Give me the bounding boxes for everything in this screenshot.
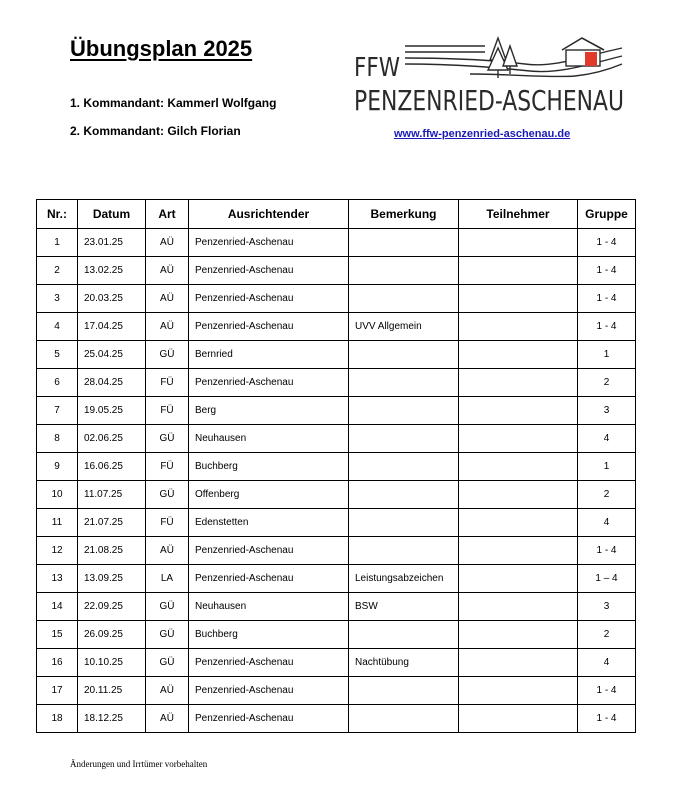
- table-row: [37, 677, 636, 705]
- cell-nr: 14: [37, 593, 78, 621]
- cell-nr: 2: [37, 257, 78, 285]
- cell-art: GÜ: [146, 649, 189, 677]
- cell-gruppe: 1 - 4: [578, 257, 636, 285]
- table-row: [37, 481, 636, 509]
- cell-nr: 12: [37, 537, 78, 565]
- column-header-bemerkung: Bemerkung: [349, 200, 459, 229]
- cell-art: AÜ: [146, 705, 189, 733]
- cell-gruppe: 1: [578, 341, 636, 369]
- cell-art: AÜ: [146, 677, 189, 705]
- cell-datum: 25.04.25: [78, 341, 146, 369]
- page-title: Übungsplan 2025: [70, 36, 253, 61]
- cell-teilnehmer: [459, 537, 578, 565]
- cell-gruppe: 1 - 4: [578, 537, 636, 565]
- cell-ausrichtender: Penzenried-Aschenau: [189, 677, 349, 705]
- cell-datum: 13.02.25: [78, 257, 146, 285]
- cell-nr: 13: [37, 565, 78, 593]
- cell-gruppe: 1 – 4: [578, 565, 636, 593]
- cell-nr: 5: [37, 341, 78, 369]
- table-row: [37, 397, 636, 425]
- cell-art: AÜ: [146, 537, 189, 565]
- cell-datum: 23.01.25: [78, 229, 146, 257]
- cell-bemerkung: Nachtübung: [349, 649, 459, 677]
- cell-bemerkung: [349, 369, 459, 397]
- cell-art: AÜ: [146, 257, 189, 285]
- cell-nr: 1: [37, 229, 78, 257]
- website-link[interactable]: www.ffw-penzenried-aschenau.de: [394, 128, 571, 140]
- cell-gruppe: 1 - 4: [578, 229, 636, 257]
- cell-teilnehmer: [459, 677, 578, 705]
- cell-teilnehmer: [459, 481, 578, 509]
- table-row: [37, 565, 636, 593]
- column-header-ausrichtender: Ausrichtender: [189, 200, 349, 229]
- ffw-logo: [350, 34, 630, 116]
- cell-nr: 11: [37, 509, 78, 537]
- cell-ausrichtender: Buchberg: [189, 621, 349, 649]
- table-row: [37, 285, 636, 313]
- cell-gruppe: 1 - 4: [578, 677, 636, 705]
- cell-teilnehmer: [459, 425, 578, 453]
- cell-bemerkung: [349, 453, 459, 481]
- logo-line1: FFW: [354, 53, 400, 83]
- cell-gruppe: 2: [578, 481, 636, 509]
- cell-ausrichtender: Bernried: [189, 341, 349, 369]
- cell-datum: 28.04.25: [78, 369, 146, 397]
- cell-bemerkung: [349, 677, 459, 705]
- table-row: [37, 537, 636, 565]
- cell-ausrichtender: Penzenried-Aschenau: [189, 537, 349, 565]
- cell-bemerkung: [349, 257, 459, 285]
- logo-line2: PENZENRIED-ASCHENAU: [354, 84, 624, 117]
- cell-nr: 4: [37, 313, 78, 341]
- cell-bemerkung: [349, 705, 459, 733]
- cell-gruppe: 4: [578, 509, 636, 537]
- cell-teilnehmer: [459, 369, 578, 397]
- cell-bemerkung: [349, 341, 459, 369]
- cell-ausrichtender: Berg: [189, 397, 349, 425]
- cell-bemerkung: [349, 397, 459, 425]
- cell-art: AÜ: [146, 285, 189, 313]
- cell-art: LA: [146, 565, 189, 593]
- cell-datum: 02.06.25: [78, 425, 146, 453]
- cell-bemerkung: [349, 481, 459, 509]
- column-header-gruppe: Gruppe: [578, 200, 636, 229]
- table-header-row: [37, 200, 636, 229]
- cell-ausrichtender: Penzenried-Aschenau: [189, 705, 349, 733]
- table-row: [37, 453, 636, 481]
- cell-teilnehmer: [459, 705, 578, 733]
- cell-bemerkung: [349, 537, 459, 565]
- column-header-nr: Nr.:: [37, 200, 78, 229]
- cell-datum: 16.06.25: [78, 453, 146, 481]
- cell-gruppe: 2: [578, 621, 636, 649]
- cell-gruppe: 1 - 4: [578, 313, 636, 341]
- cell-ausrichtender: Penzenried-Aschenau: [189, 313, 349, 341]
- cell-bemerkung: [349, 285, 459, 313]
- table-body: [37, 229, 636, 733]
- cell-nr: 10: [37, 481, 78, 509]
- table-row: [37, 593, 636, 621]
- cell-datum: 21.07.25: [78, 509, 146, 537]
- cell-bemerkung: Leistungsabzeichen: [349, 565, 459, 593]
- column-header-teilnehmer: Teilnehmer: [459, 200, 578, 229]
- column-header-art: Art: [146, 200, 189, 229]
- cell-nr: 18: [37, 705, 78, 733]
- cell-nr: 9: [37, 453, 78, 481]
- cell-bemerkung: BSW: [349, 593, 459, 621]
- cell-art: GÜ: [146, 481, 189, 509]
- table-row: [37, 621, 636, 649]
- cell-gruppe: 2: [578, 369, 636, 397]
- cell-ausrichtender: Penzenried-Aschenau: [189, 649, 349, 677]
- cell-nr: 7: [37, 397, 78, 425]
- cell-nr: 3: [37, 285, 78, 313]
- cell-teilnehmer: [459, 229, 578, 257]
- cell-teilnehmer: [459, 565, 578, 593]
- cell-ausrichtender: Penzenried-Aschenau: [189, 369, 349, 397]
- cell-nr: 15: [37, 621, 78, 649]
- cell-datum: 22.09.25: [78, 593, 146, 621]
- cell-datum: 26.09.25: [78, 621, 146, 649]
- cell-datum: 13.09.25: [78, 565, 146, 593]
- cell-datum: 17.04.25: [78, 313, 146, 341]
- cell-art: FÜ: [146, 453, 189, 481]
- cell-teilnehmer: [459, 285, 578, 313]
- table-row: [37, 425, 636, 453]
- cell-teilnehmer: [459, 397, 578, 425]
- cell-gruppe: 1 - 4: [578, 705, 636, 733]
- cell-gruppe: 4: [578, 649, 636, 677]
- cell-art: GÜ: [146, 341, 189, 369]
- cell-art: GÜ: [146, 593, 189, 621]
- cell-ausrichtender: Neuhausen: [189, 425, 349, 453]
- cell-gruppe: 4: [578, 425, 636, 453]
- cell-teilnehmer: [459, 649, 578, 677]
- cell-datum: 20.11.25: [78, 677, 146, 705]
- cell-ausrichtender: Penzenried-Aschenau: [189, 257, 349, 285]
- cell-nr: 16: [37, 649, 78, 677]
- cell-bemerkung: [349, 425, 459, 453]
- table-row: [37, 649, 636, 677]
- table-row: [37, 313, 636, 341]
- cell-ausrichtender: Buchberg: [189, 453, 349, 481]
- cell-datum: 10.10.25: [78, 649, 146, 677]
- cell-art: FÜ: [146, 397, 189, 425]
- exercise-schedule-table: [36, 199, 636, 733]
- table-row: [37, 369, 636, 397]
- table-row: [37, 509, 636, 537]
- cell-art: GÜ: [146, 621, 189, 649]
- table-row: [37, 341, 636, 369]
- cell-ausrichtender: Edenstetten: [189, 509, 349, 537]
- cell-ausrichtender: Offenberg: [189, 481, 349, 509]
- commander-1: 1. Kommandant: Kammerl Wolfgang: [70, 96, 277, 110]
- cell-datum: 18.12.25: [78, 705, 146, 733]
- cell-datum: 20.03.25: [78, 285, 146, 313]
- commander-2: 2. Kommandant: Gilch Florian: [70, 124, 241, 138]
- cell-nr: 8: [37, 425, 78, 453]
- cell-gruppe: 3: [578, 397, 636, 425]
- cell-bemerkung: UVV Allgemein: [349, 313, 459, 341]
- cell-teilnehmer: [459, 313, 578, 341]
- cell-ausrichtender: Penzenried-Aschenau: [189, 229, 349, 257]
- table-row: [37, 705, 636, 733]
- cell-bemerkung: [349, 621, 459, 649]
- cell-datum: 11.07.25: [78, 481, 146, 509]
- cell-gruppe: 1: [578, 453, 636, 481]
- cell-nr: 17: [37, 677, 78, 705]
- cell-datum: 21.08.25: [78, 537, 146, 565]
- cell-gruppe: 1 - 4: [578, 285, 636, 313]
- cell-ausrichtender: Penzenried-Aschenau: [189, 285, 349, 313]
- cell-ausrichtender: Neuhausen: [189, 593, 349, 621]
- cell-teilnehmer: [459, 257, 578, 285]
- cell-teilnehmer: [459, 509, 578, 537]
- cell-nr: 6: [37, 369, 78, 397]
- table-row: [37, 257, 636, 285]
- cell-bemerkung: [349, 509, 459, 537]
- cell-art: FÜ: [146, 369, 189, 397]
- cell-teilnehmer: [459, 593, 578, 621]
- cell-teilnehmer: [459, 341, 578, 369]
- cell-teilnehmer: [459, 621, 578, 649]
- cell-art: AÜ: [146, 313, 189, 341]
- column-header-datum: Datum: [78, 200, 146, 229]
- table-row: [37, 229, 636, 257]
- cell-bemerkung: [349, 229, 459, 257]
- cell-art: GÜ: [146, 425, 189, 453]
- cell-datum: 19.05.25: [78, 397, 146, 425]
- cell-ausrichtender: Penzenried-Aschenau: [189, 565, 349, 593]
- cell-art: AÜ: [146, 229, 189, 257]
- cell-teilnehmer: [459, 453, 578, 481]
- cell-gruppe: 3: [578, 593, 636, 621]
- cell-art: FÜ: [146, 509, 189, 537]
- disclaimer-footer: Änderungen und Irrtümer vorbehalten: [70, 759, 208, 769]
